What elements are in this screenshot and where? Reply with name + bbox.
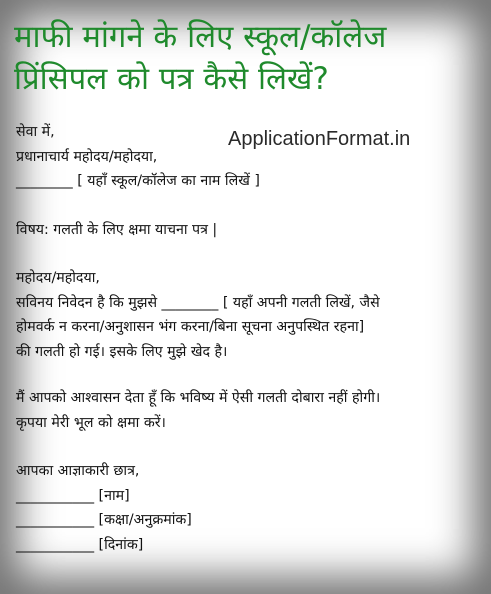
address-line-1: सेवा में, — [16, 124, 55, 140]
paragraph-1-line-2: होमवर्क न करना/अनुशासन भंग करना/बिना सूचना अनुपस्थित रहना] — [16, 319, 365, 335]
paragraph-1-line-3: की गलती हो गई। इसके लिए मुझे खेद है। — [16, 343, 228, 360]
subject-line: विषय: गलती के लिए क्षमा याचना पत्र | — [16, 221, 218, 238]
address-line-2: प्रधानाचार्य महोदय/महोदया, — [16, 148, 158, 165]
letter-body — [16, 120, 482, 557]
watermark: ApplicationFormat.in — [228, 128, 411, 150]
closing: आपका आज्ञाकारी छात्र, — [16, 463, 140, 479]
salutation: महोदय/महोदया, — [16, 270, 100, 286]
paragraph-1-line-1: सविनय निवेदन है कि मुझसे ________ [ यहाँ अपनी गलती लिखें, जैसे — [16, 294, 380, 311]
signature-date: ___________ [दिनांक] — [16, 536, 144, 553]
signature-class: ___________ [कक्षा/अनुक्रमांक] — [16, 512, 192, 528]
paragraph-2-line-2: कृपया मेरी भूल को क्षमा करें। — [16, 414, 166, 431]
title-line-1: माफी मांगने के लिए स्कूल/कॉलेज — [14, 19, 387, 55]
address-line-3: ________ [ यहाँ स्कूल/कॉलेज का नाम लिखें ] — [16, 173, 260, 189]
signature-name: ___________ [नाम] — [16, 487, 130, 504]
page-title — [14, 16, 484, 100]
paragraph-2-line-1: मैं आपको आश्वासन देता हूँ कि भविष्य में ऐसी गलती दोबारा नहीं होगी। — [16, 390, 381, 406]
title-line-2: प्रिंसिपल को पत्र कैसे लिखें? — [14, 61, 329, 97]
